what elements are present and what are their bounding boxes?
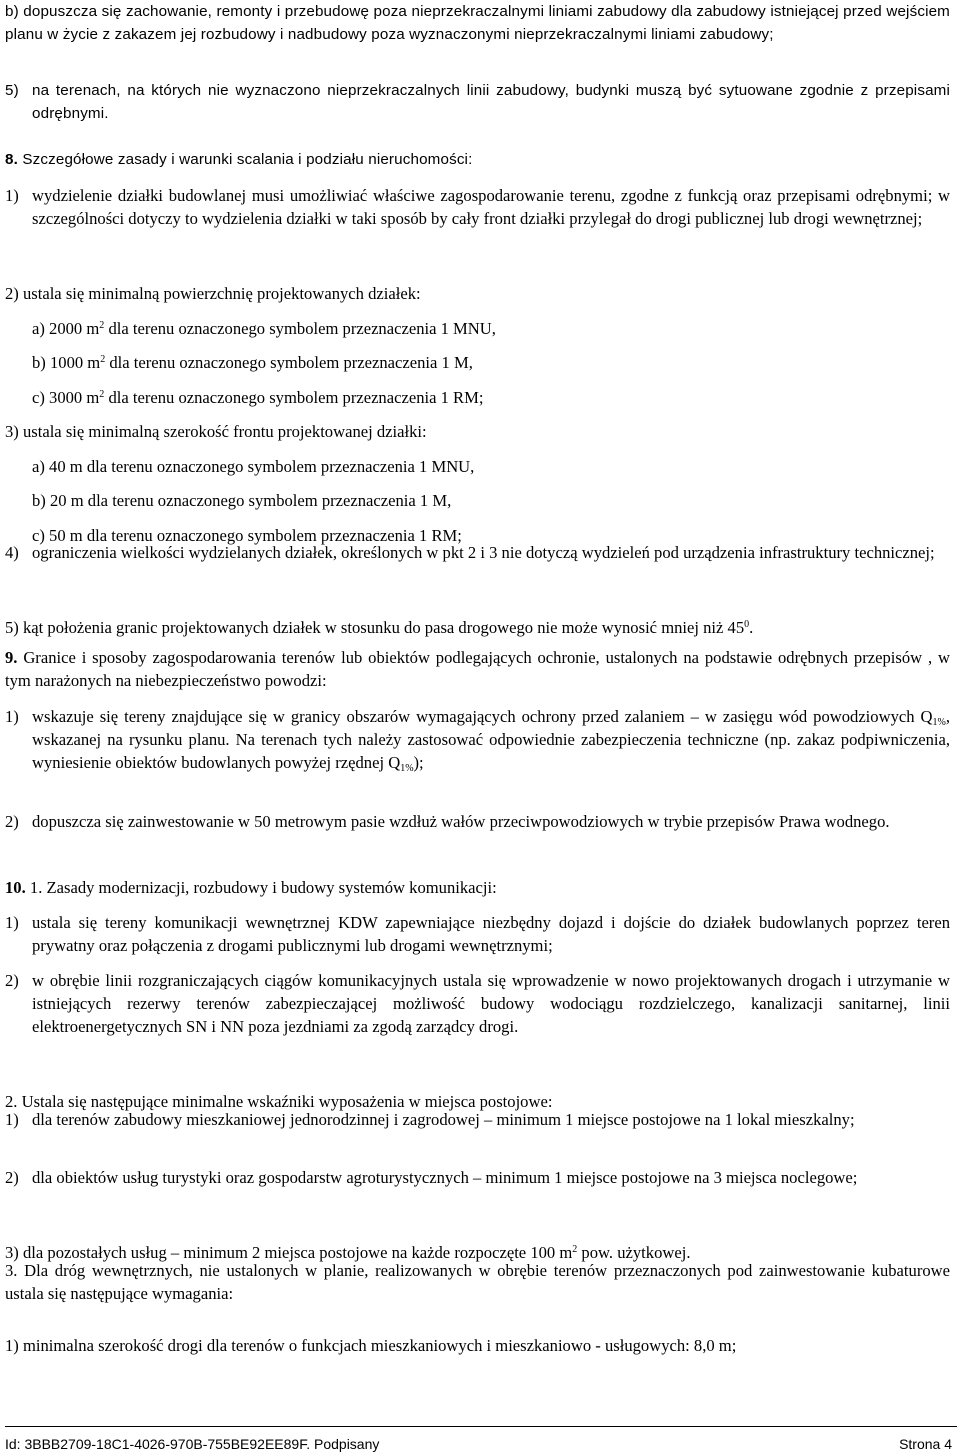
list-item-8-3b: b) 20 m dla terenu oznaczonego symbolem przeznaczenia 1 M,	[32, 490, 452, 510]
list-number: 1)	[5, 707, 19, 726]
section-number: 9.	[5, 648, 18, 667]
area-text: dla terenu oznaczonego symbolem przeznaczenia 1 M,	[105, 352, 473, 372]
paragraph-3-heading: 3. Dla dróg wewnętrznych, nie ustalonych w planie, realizowanych w obrębie terenów przeznaczonych pod zainwestowanie kubaturowe ustala się następujące wymagania:	[5, 1261, 950, 1303]
list-text	[32, 705, 950, 774]
list-item-8-4	[5, 541, 950, 564]
list-item-8-2: 2) ustala się minimalną powierzchnię projektowanych działek:	[5, 283, 421, 303]
list-text: ograniczenia wielkości wydzielanych działek, określonych w pkt 2 i 3 nie dotyczą wydzieleń pod urządzenia infrastruktury technicznej;	[32, 543, 935, 562]
list-text: dla obiektów usług turystyki oraz gospodarstw agroturystycznych – minimum 1 miejsce postojowe na 3 miejsca noclegowe;	[32, 1168, 858, 1187]
list-item-8-3c: c) 50 m dla terenu oznaczonego symbolem przeznaczenia 1 RM;	[32, 525, 462, 545]
text-part: wskazuje się tereny znajdujące się w granicy obszarów wymagających ochrony przed zalaniem – w zasięgu wód powodziowych Q	[32, 707, 933, 726]
list-text: dla terenów zabudowy mieszkaniowej jednorodzinnej i zagrodowej – minimum 1 miejsce postojowe na 1 lokal mieszkalny;	[32, 1110, 855, 1129]
text-part: );	[413, 753, 424, 772]
section-title: Granice i sposoby zagospodarowania terenów lub obiektów podlegających ochronie, ustalonych na podstawie odrębnych przepisów , w tym narażonych na niebezpieczeństwo powodzi:	[5, 648, 950, 690]
list-item-8-3: 3) ustala się minimalną szerokość frontu projektowanej działki:	[5, 421, 427, 441]
list-number: 1)	[5, 913, 19, 932]
footer-document-id: Id: 3BBB2709-18C1-4026-970B-755BE92EE89F. Podpisany	[5, 1436, 380, 1452]
list-number: 1)	[5, 186, 19, 205]
list-number: 2)	[5, 812, 19, 831]
list-item-8-2c	[32, 386, 484, 409]
section-9-heading	[5, 646, 950, 692]
list-item-9-1	[5, 705, 950, 774]
list-item-2-1	[5, 1108, 950, 1131]
superscript: 0	[744, 618, 750, 630]
list-number: 1)	[5, 1110, 19, 1129]
area-text: dla terenu oznaczonego symbolem przeznaczenia 1 RM;	[104, 387, 484, 407]
superscript: 2	[572, 1243, 578, 1255]
area-text: dla terenu oznaczonego symbolem przeznaczenia 1 MNU,	[104, 318, 496, 338]
superscript: 2	[100, 353, 106, 365]
area-value: c) 3000 m	[32, 387, 100, 407]
paragraph-2-heading: 2. Ustala się następujące minimalne wskaźniki wyposażenia w miejsca postojowe:	[5, 1091, 553, 1111]
area-value: b) 1000 m	[32, 352, 101, 372]
section-10-heading	[5, 876, 497, 899]
footer-divider	[5, 1426, 957, 1427]
section-number: 8.	[5, 151, 18, 168]
area-value: a) 2000 m	[32, 318, 100, 338]
section-8-heading	[5, 148, 472, 171]
list-item-2-2	[5, 1166, 950, 1189]
list-number: 5)	[5, 82, 19, 99]
list-text: 3) dla pozostałych usług – minimum 2 miejsca postojowe na każde rozpoczęte 100 m	[5, 1242, 573, 1262]
list-number: 2)	[5, 1168, 19, 1187]
list-number: 2)	[5, 971, 19, 990]
paragraph-b-continuation: b) dopuszcza się zachowanie, remonty i przebudowę poza nieprzekraczalnymi liniami zabudowy dla zabudowy istniejącej przed wejściem planu w życie z zakazem jej rozbudowy i nadbudowy poza wyznaczonymi nieprzekraczalnymi liniami zabudowy;	[5, 3, 950, 43]
list-number: 4)	[5, 543, 19, 562]
list-text: 5) kąt położenia granic projektowanych działek w stosunku do pasa drogowego nie może wynosić mniej niż 45	[5, 617, 745, 637]
text-part: , wskazanej na rysunku planu. Na terenach tych należy zastosować odpowiednie zabezpieczenia techniczne (np. zakaz podpiwniczenia, wyniesienie obiektów budowlanych powyżej rzędnej Q	[32, 707, 950, 772]
superscript: 2	[99, 319, 105, 331]
subscript: 1%	[400, 763, 414, 774]
footer-page-number: Strona 4	[899, 1436, 952, 1452]
list-text: w obrębie linii rozgraniczających ciągów komunikacyjnych ustala się wprowadzenie w nowo projektowanych drogach i utrzymanie w istniejących rezerwy terenów zabezpieczającej możliwość budowy wodociągu rozdzielczego, kanalizacji sanitarnej, linii elektroenergetycznych SN i NN poza jezdniami za zgodą zarządcy drogi.	[32, 971, 950, 1036]
list-item-9-2	[5, 810, 950, 833]
list-text: ustala się tereny komunikacji wewnętrznej KDW zapewniające niezbędny dojazd i dojście do działek budowlanych poprzez teren prywatny oraz połączenia z drogami publicznymi lub drogami wewnętrznymi;	[32, 913, 950, 955]
superscript: 2	[99, 388, 105, 400]
list-item-8-5	[5, 616, 753, 639]
section-title: Szczegółowe zasady i warunki scalania i podziału nieruchomości:	[22, 151, 473, 168]
list-text: pow. użytkowej.	[577, 1242, 691, 1262]
punctuation: .	[749, 617, 754, 637]
list-text: na terenach, na których nie wyznaczono nieprzekraczalnych linii zabudowy, budynki muszą być sytuowane zgodnie z przepisami odrębnymi.	[32, 82, 950, 122]
list-item-8-1	[5, 184, 950, 230]
list-text: wydzielenie działki budowlanej musi umożliwiać właściwe zagospodarowanie terenu, zgodne z funkcją oraz przepisami odrębnymi; w szczególności dotyczy to wydzielenia działki w taki sposób by cały front działki przylegał do drogi publicznej lub drogi wewnętrznej;	[32, 186, 950, 228]
section-title: 1. Zasady modernizacji, rozbudowy i budowy systemów komunikacji:	[25, 878, 497, 897]
subscript: 1%	[932, 717, 946, 728]
list-item-8-2a	[32, 317, 496, 340]
list-item-5	[5, 79, 950, 125]
list-text: dopuszcza się zainwestowanie w 50 metrowym pasie wzdłuż wałów przeciwpowodziowych w trybie przepisów Prawa wodnego.	[32, 812, 890, 831]
list-item-8-2b	[32, 351, 473, 374]
list-item-10-1	[5, 911, 950, 957]
list-item-3-1: 1) minimalna szerokość drogi dla terenów o funkcjach mieszkaniowych i mieszkaniowo - usługowych: 8,0 m;	[5, 1335, 737, 1355]
list-item-8-3a: a) 40 m dla terenu oznaczonego symbolem przeznaczenia 1 MNU,	[32, 456, 475, 476]
section-number: 10.	[5, 878, 26, 897]
list-item-10-2	[5, 969, 950, 1038]
